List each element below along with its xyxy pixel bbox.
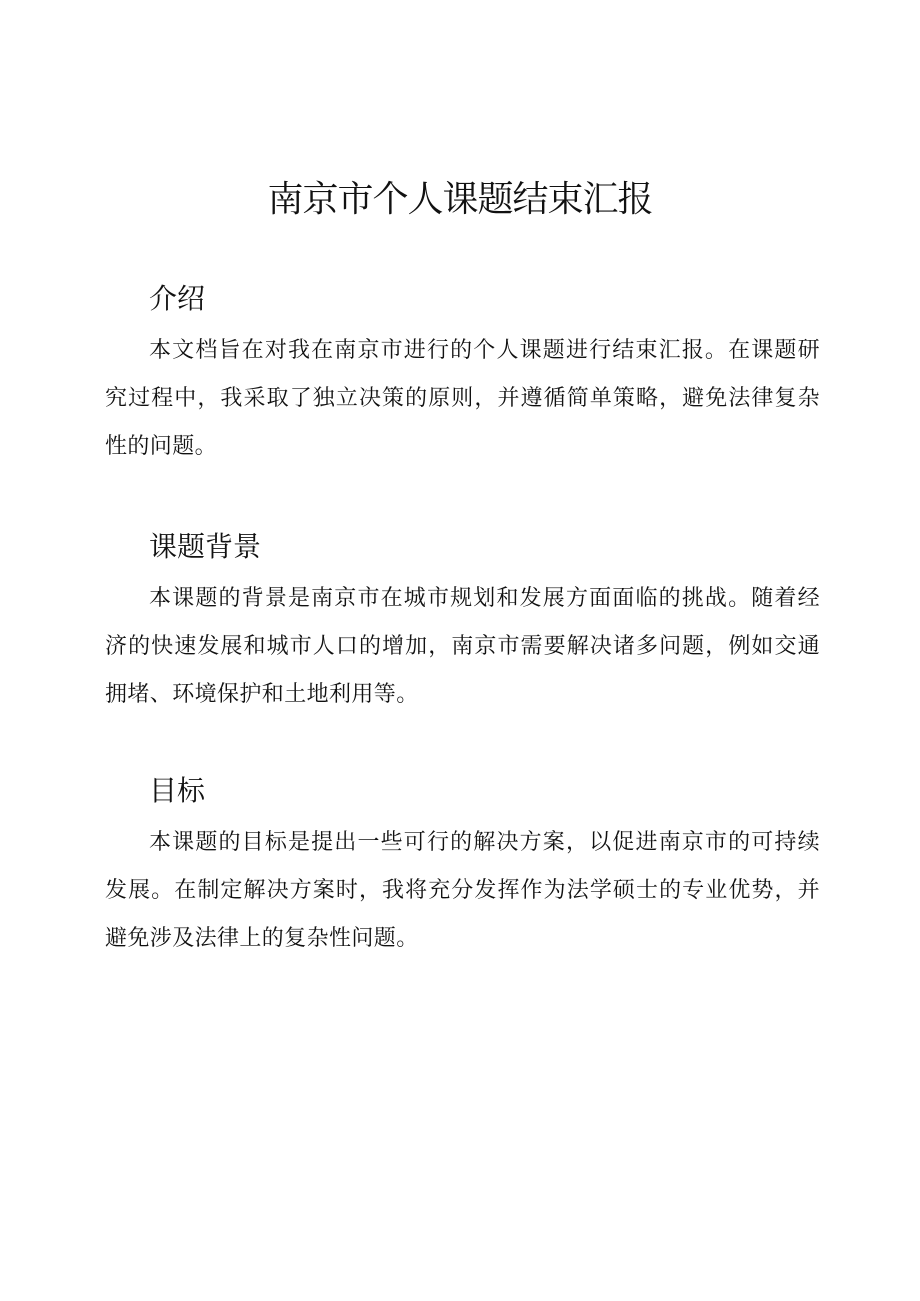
section-body-goal: 本课题的目标是提出一些可行的解决方案，以促进南京市的可持续发展。在制定解决方案时，我将充分发挥作为法学硕士的专业优势，并避免涉及法律上的复杂性问题。 (105, 830, 820, 951)
page-title: 南京市个人课题结束汇报 (267, 179, 653, 220)
section-body-introduction: 本文档旨在对我在南京市进行的个人课题进行结束汇报。在课题研究过程中，我采取了独立决策的原则，并遵循简单策略，避免法律复杂性的问题。 (105, 338, 820, 459)
section-background (105, 527, 820, 719)
section-heading-background: 课题背景 (149, 530, 262, 563)
section-heading-goal: 目标 (149, 774, 206, 807)
section-introduction (105, 279, 820, 471)
section-body-background: 本课题的背景是南京市在城市规划和发展方面面临的挑战。随着经济的快速发展和城市人口的增加，南京市需要解决诸多问题，例如交通拥堵、环境保护和土地利用等。 (105, 586, 820, 707)
section-heading-introduction: 介绍 (149, 282, 206, 315)
section-goal (105, 771, 820, 963)
